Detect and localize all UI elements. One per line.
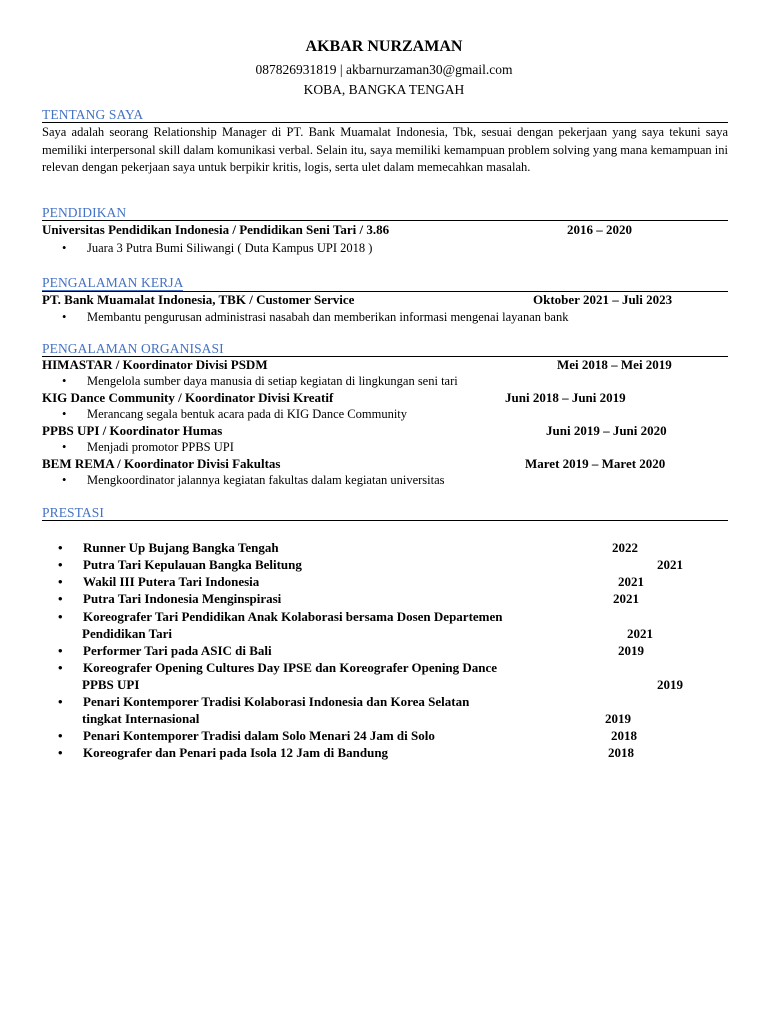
section-rule [42,520,728,521]
org-date: Maret 2019 – Maret 2020 [525,456,666,471]
achievement-item: • Putra Tari Indonesia Menginspirasi [58,591,282,606]
org-date: Mei 2018 – Mei 2019 [557,357,672,372]
achievement-year: 2019 [605,711,631,726]
education-date: 2016 – 2020 [567,222,632,237]
achievement-item-continued: tingkat Internasional [82,711,200,726]
achievement-item: • Koreografer dan Penari pada Isola 12 Jam di Bandung [58,745,389,760]
work-date: Oktober 2021 – Juli 2023 [533,292,673,307]
org-bullet: • Mengkoordinator jalannya kegiatan fakultas dalam kegiatan universitas [62,473,445,487]
achievement-year: 2021 [618,574,644,589]
org-entry: BEM REMA / Koordinator Divisi Fakultas [42,456,281,471]
contact-line: 087826931819 | akbarnurzaman30@gmail.com [255,62,513,77]
section-title-education: PENDIDIKAN [42,205,127,220]
work-entry: PT. Bank Muamalat Indonesia, TBK / Customer Service [42,292,355,307]
achievement-item: • Performer Tari pada ASIC di Bali [58,643,272,658]
section-title-work: PENGALAMAN KERJA [42,275,184,290]
achievement-item: • Wakil III Putera Tari Indonesia [58,574,260,589]
achievement-year: 2019 [657,677,683,692]
org-entry: PPBS UPI / Koordinator Humas [42,423,223,438]
org-bullet: • Mengelola sumber daya manusia di setiap kegiatan di lingkungan seni tari [62,374,458,388]
achievement-item: • Penari Kontemporer Tradisi dalam Solo Menari 24 Jam di Solo [58,728,435,743]
achievement-item-continued: PPBS UPI [82,677,140,692]
org-entry: KIG Dance Community / Koordinator Divisi Kreatif [42,390,334,405]
achievement-year: 2021 [627,626,653,641]
candidate-name: AKBAR NURZAMAN [305,38,463,55]
achievement-year: 2021 [613,591,639,606]
org-bullet: • Menjadi promotor PPBS UPI [62,440,234,454]
education-entry: Universitas Pendidikan Indonesia / Pendidikan Seni Tari / 3.86 [42,222,390,237]
org-date: Juni 2018 – Juni 2019 [505,390,626,405]
org-date: Juni 2019 – Juni 2020 [546,423,667,438]
education-bullet: • Juara 3 Putra Bumi Siliwangi ( Duta Kampus UPI 2018 ) [62,241,373,255]
work-bullet: • Membantu pengurusan administrasi nasabah dan memberikan informasi mengenai layanan bank [62,310,569,324]
achievement-year: 2021 [657,557,683,572]
section-rule [42,220,728,221]
section-title-organization: PENGALAMAN ORGANISASI [42,341,224,356]
achievement-year: 2018 [608,745,634,760]
achievement-item: • Runner Up Bujang Bangka Tengah [58,540,279,555]
about-text: Saya adalah seorang Relationship Manager di PT. Bank Muamalat Indonesia, Tbk, sesuai dengan pekerjaan yang saya tekuni saya memiliki interpersonal skill dalam komunikasi verbal. Selain itu, saya memiliki kemampuan problem solving yang mana kemampuan ini relevan dengan pekerjaan saya untuk berpikir kritis, logis, serta ulet dalam memecahkan masalah. [42,125,728,174]
section-title-about: TENTANG SAYA [42,107,144,122]
org-entry: HIMASTAR / Koordinator Divisi PSDM [42,357,268,372]
achievement-item: • Putra Tari Kepulauan Bangka Belitung [58,557,302,572]
section-title-achievements: PRESTASI [42,505,104,520]
achievement-year: 2018 [611,728,637,743]
achievement-item: • Penari Kontemporer Tradisi Kolaborasi Indonesia dan Korea Selatan [58,694,470,709]
location-line: KOBA, BANGKA TENGAH [303,82,465,97]
achievement-item: • Koreografer Opening Cultures Day IPSE dan Koreografer Opening Dance [58,660,498,675]
achievement-year: 2019 [618,643,644,658]
achievement-item: • Koreografer Tari Pendidikan Anak Kolaborasi bersama Dosen Departemen [58,609,503,624]
org-bullet: • Merancang segala bentuk acara pada di KIG Dance Community [62,407,408,421]
section-rule [42,122,728,123]
achievement-year: 2022 [612,540,638,555]
achievement-item-continued: Pendidikan Tari [82,626,172,641]
